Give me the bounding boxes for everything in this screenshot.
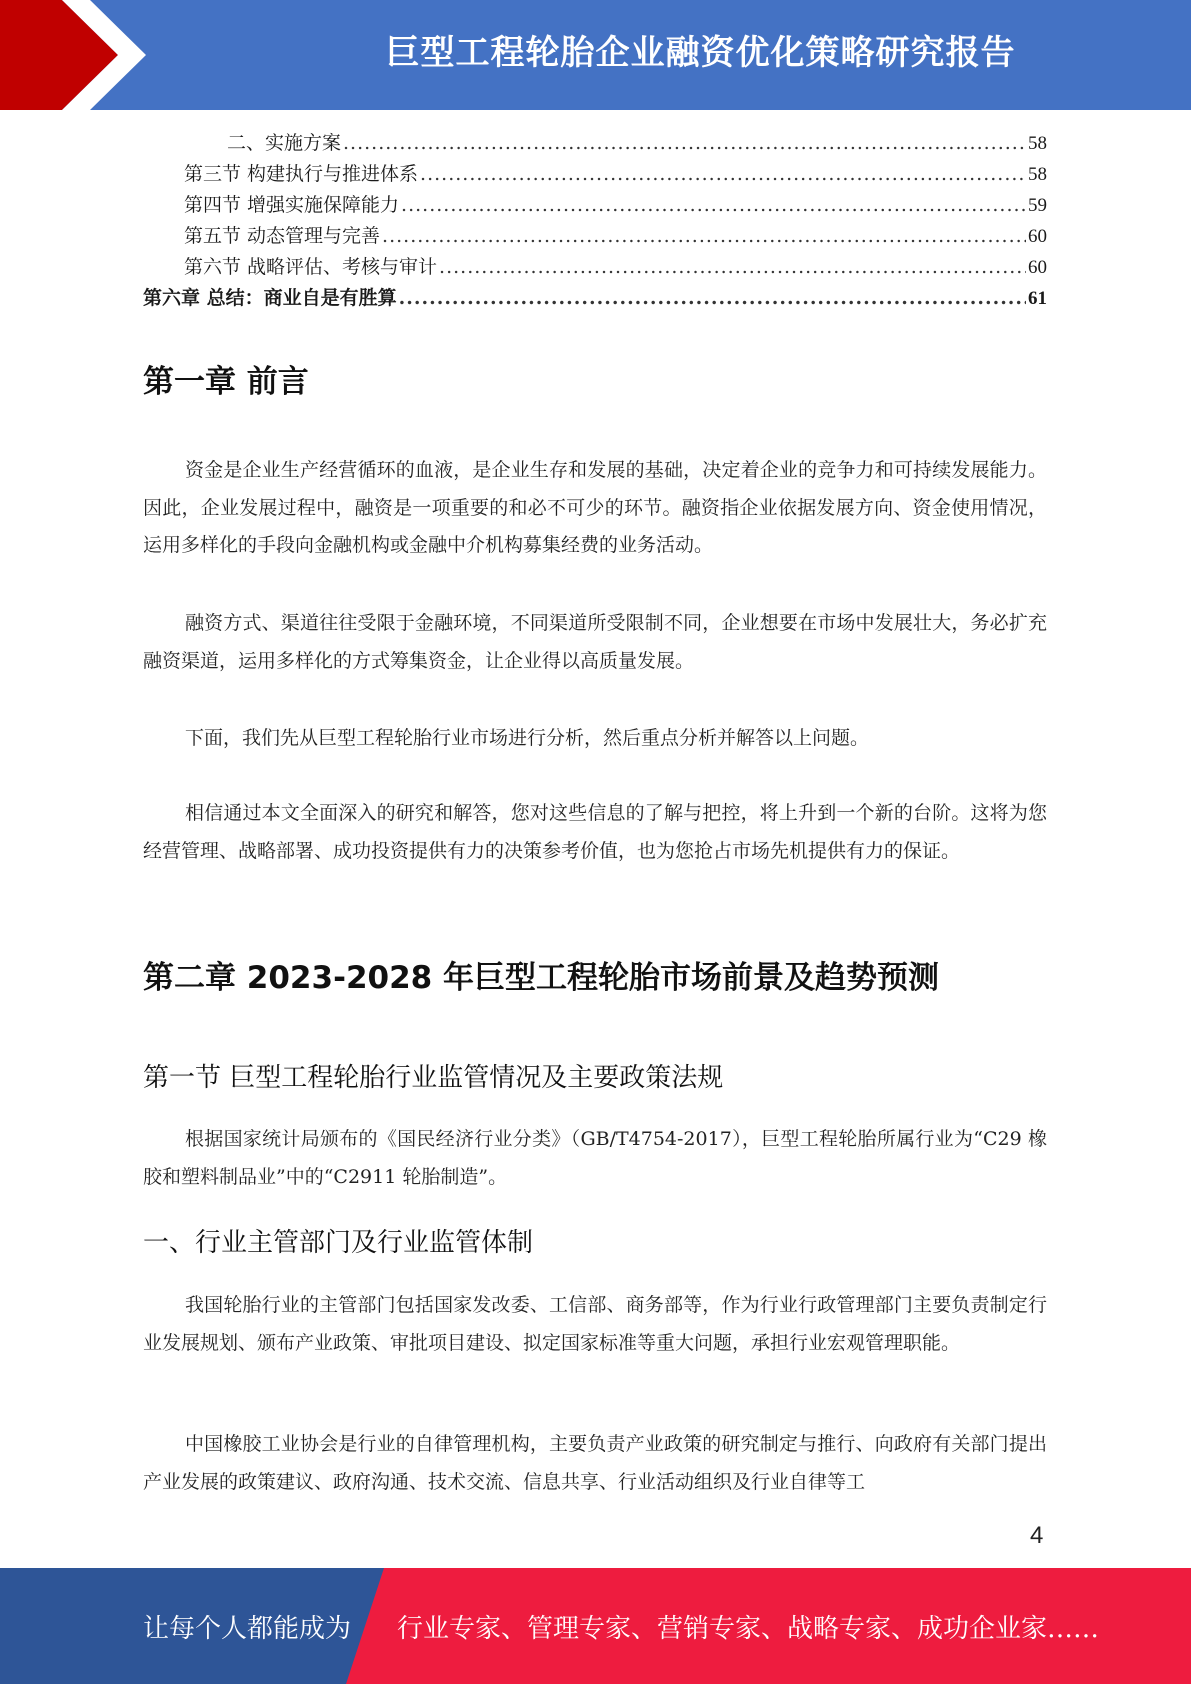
toc-entry-title: 第六章 总结：商业自是有胜算 [143, 287, 397, 309]
paragraph: 资金是企业生产经营循环的血液，是企业生存和发展的基础，决定着企业的竞争力和可持续发展能力。因此，企业发展过程中，融资是一项重要的和必不可少的环节。融资指企业依据发展方向、资金使用情况，运用多样化的手段向金融机构或金融中介机构募集经费的业务活动。 [143, 459, 1047, 556]
toc-entry[interactable] [143, 128, 1047, 159]
toc-entry-page: 58 [1028, 133, 1047, 154]
toc-entry-page: 58 [1028, 164, 1047, 185]
toc-entry-title: 第四节 增强实施保障能力 [184, 194, 400, 216]
toc-entry-page: 60 [1028, 226, 1047, 247]
page-footer [0, 1568, 1191, 1684]
section-heading: 第一节 巨型工程轮胎行业监管情况及主要政策法规 [143, 1063, 724, 1093]
footer-slogan-right: 行业专家、管理专家、营销专家、战略专家、成功企业家…… [397, 1614, 1100, 1644]
toc-entry[interactable] [143, 252, 1047, 283]
subsection-heading: 一、行业主管部门及行业监管体制 [143, 1228, 534, 1258]
chapter-2-heading: 第二章 2023-2028 年巨型工程轮胎市场前景及趋势预测 [143, 960, 940, 996]
toc-leader-dots [439, 256, 1026, 278]
paragraph: 相信通过本文全面深入的研究和解答，您对这些信息的了解与把控，将上升到一个新的台阶。这将为您经营管理、战略部署、成功投资提供有力的决策参考价值，也为您抢占市场先机提供有力的保证。 [143, 802, 1047, 862]
toc-entry-page: 59 [1028, 195, 1047, 216]
page-header [0, 0, 1191, 110]
toc-entry-title: 第三节 构建执行与推进体系 [184, 163, 419, 185]
toc-leader-dots [401, 194, 1026, 216]
toc-entry-page: 61 [1028, 288, 1047, 309]
toc-entry[interactable] [143, 221, 1047, 252]
toc-leader-dots [399, 287, 1026, 309]
paragraph: 下面，我们先从巨型工程轮胎行业市场进行分析，然后重点分析并解答以上问题。 [185, 727, 870, 749]
paragraph: 融资方式、渠道往往受限于金融环境，不同渠道所受限制不同，企业想要在市场中发展壮大，务必扩充融资渠道，运用多样化的方式筹集资金，让企业得以高质量发展。 [143, 612, 1047, 672]
toc-entry-chapter[interactable] [143, 283, 1047, 314]
toc-entry-title: 第五节 动态管理与完善 [184, 225, 381, 247]
chapter-1-heading: 第一章 前言 [143, 364, 309, 400]
paragraph: 中国橡胶工业协会是行业的自律管理机构，主要负责产业政策的研究制定与推行、向政府有关部门提出产业发展的政策建议、政府沟通、技术交流、信息共享、行业活动组织及行业自律等工 [143, 1433, 1047, 1493]
page-number: 4 [1030, 1522, 1044, 1549]
toc-entry-page: 60 [1028, 257, 1047, 278]
toc-leader-dots [343, 132, 1026, 154]
toc-entry[interactable] [143, 159, 1047, 190]
toc-entry[interactable] [143, 190, 1047, 221]
toc-entry-title: 第六节 战略评估、考核与审计 [184, 256, 438, 278]
paragraph: 我国轮胎行业的主管部门包括国家发改委、工信部、商务部等，作为行业行政管理部门主要负责制定行业发展规划、颁布产业政策、审批项目建设、拟定国家标准等重大问题，承担行业宏观管理职能。 [143, 1294, 1047, 1354]
toc-leader-dots [420, 163, 1026, 185]
toc-entry-title: 二、实施方案 [227, 132, 342, 154]
header-title: 巨型工程轮胎企业融资优化策略研究报告 [385, 33, 1016, 73]
toc-leader-dots [382, 225, 1026, 247]
footer-slogan-left: 让每个人都能成为 [143, 1614, 352, 1644]
table-of-contents [143, 128, 1047, 314]
paragraph: 根据国家统计局颁布的《国民经济行业分类》（GB/T4754-2017），巨型工程轮胎所属行业为“C29 橡胶和塑料制品业”中的“C2911 轮胎制造”。 [143, 1128, 1047, 1188]
